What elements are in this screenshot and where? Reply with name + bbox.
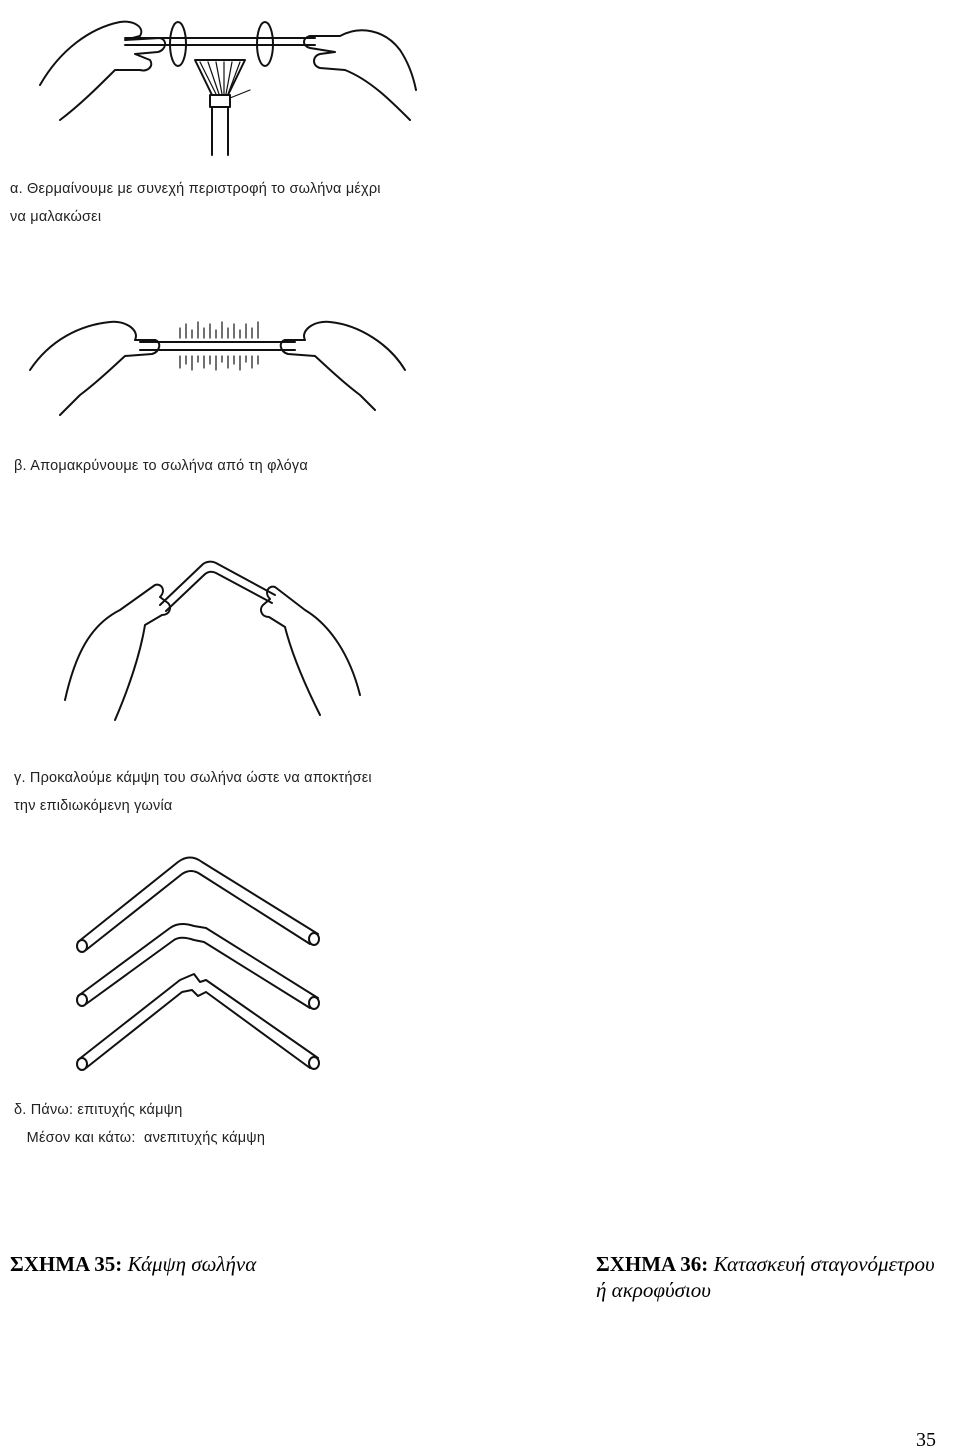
step-d-caption: [14, 1096, 265, 1152]
figure-36-text-line1: Κατασκευή σταγονόμετρου: [713, 1252, 935, 1276]
step-c-line-2: την επιδιωκόμενη γωνία: [14, 798, 173, 814]
figure-36-text-line2: ή ακροφύσιου: [596, 1278, 711, 1302]
figure-35-label: ΣΧΗΜΑ 35:: [10, 1252, 123, 1276]
step-b-caption: [14, 452, 308, 480]
illustration-bending-tube: [60, 555, 370, 725]
tube-successful-bend: [77, 858, 319, 953]
step-b-line-1: β. Απομακρύνουμε το σωλήνα από τη φλόγα: [14, 458, 308, 474]
figure-35-title: [10, 1252, 256, 1276]
step-d-line-1: δ. Πάνω: επιτυχής κάμψη: [14, 1102, 183, 1118]
figure-36-title: [596, 1252, 935, 1276]
illustration-heating-tube: [40, 10, 420, 160]
step-d-line-2: Μέσον και κάτω: ανεπιτυχής κάμψη: [14, 1130, 266, 1146]
step-c-caption: [14, 764, 372, 820]
figure-35-text: Κάμψη σωλήνα: [127, 1252, 257, 1276]
step-a-line-1: α. Θερμαίνουμε με συνεχή περιστροφή το σωλήνα μέχρι: [10, 181, 381, 197]
page-number: 35: [916, 1429, 936, 1451]
step-c-line-1: γ. Προκαλούμε κάμψη του σωλήνα ώστε να αποκτήσει: [14, 770, 372, 786]
step-a-line-2: να μαλακώσει: [10, 209, 102, 225]
step-a-caption: [10, 175, 381, 231]
illustration-remove-from-flame: [30, 310, 410, 420]
figure-36-label: ΣΧΗΜΑ 36:: [596, 1252, 709, 1276]
illustration-bend-results: [70, 850, 330, 1080]
figure-36-title-continued: [596, 1278, 711, 1302]
tube-unsuccessful-bend-2: [77, 974, 319, 1070]
